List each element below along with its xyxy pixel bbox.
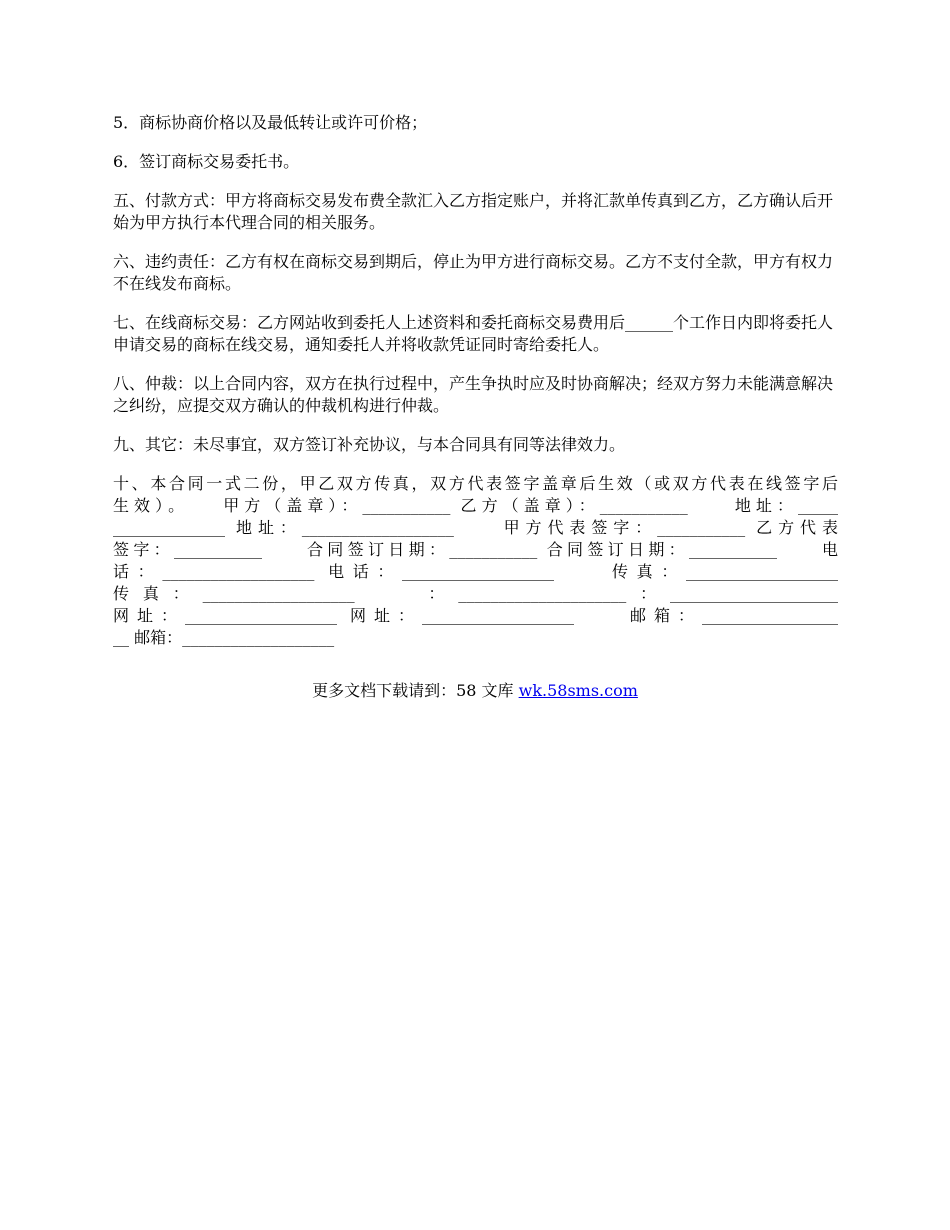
signature-line: ______________ 地址：___________________ 甲方代表签字：___________ 乙方代表: [113, 518, 838, 537]
footer-link[interactable]: wk.58sms.com: [518, 681, 638, 700]
clause-other: 九、其它：未尽事宜，双方签订补充协议，与本合同具有同等法律效力。: [113, 435, 626, 454]
clause-payment-method: 五、付款方式：甲方将商标交易发布费全款汇入乙方指定账户，并将汇款单传真到乙方，乙方确认后开始为甲方执行本代理合同的相关服务。: [113, 191, 834, 232]
signature-line: 传真：___________________ ：_____________________：_____________________: [113, 584, 838, 603]
clause-item-5: 5．商标协商价格以及最低转让或许可价格；: [113, 113, 428, 132]
signature-line: __ 邮箱：___________________: [113, 628, 335, 647]
clause-arbitration: 八、仲裁：以上合同内容，双方在执行过程中，产生争执时应及时协商解决；经双方努力未能满意解决之纠纷，应提交双方确认的仲裁机构进行仲裁。: [113, 374, 834, 415]
signature-line: 话：___________________ 电话：___________________ 传真：___________________: [113, 562, 838, 581]
signature-line: 网址：___________________ 网址：___________________ 邮箱：_________________: [113, 606, 838, 625]
clause-online-trading: 七、在线商标交易：乙方网站收到委托人上述资料和委托商标交易费用后______个工作日内即将委托人申请交易的商标在线交易，通知委托人并将收款凭证同时寄给委托人。: [113, 313, 834, 354]
clause-breach-liability: 六、违约责任：乙方有权在商标交易到期后，停止为甲方进行商标交易。乙方不支付全款，甲方有权力不在线发布商标。: [113, 252, 834, 293]
signature-line: 签字：___________ 合同签订日期：___________ 合同签订日期：___________ 电: [113, 540, 838, 559]
document-body: [113, 112, 838, 666]
signature-line: 十、本合同一式二份，甲乙双方传真，双方代表签字盖章后生效（或双方代表在线签字后: [113, 474, 838, 493]
signature-line: 生效）。 甲方（盖章）：___________ 乙方（盖章）：___________ 地址：_____: [113, 496, 838, 515]
download-footer: [0, 680, 950, 702]
clause-item-6: 6．签订商标交易委托书。: [113, 152, 300, 171]
signature-block: [113, 473, 838, 649]
footer-text: 更多文档下载请到：58 文库: [312, 681, 519, 700]
